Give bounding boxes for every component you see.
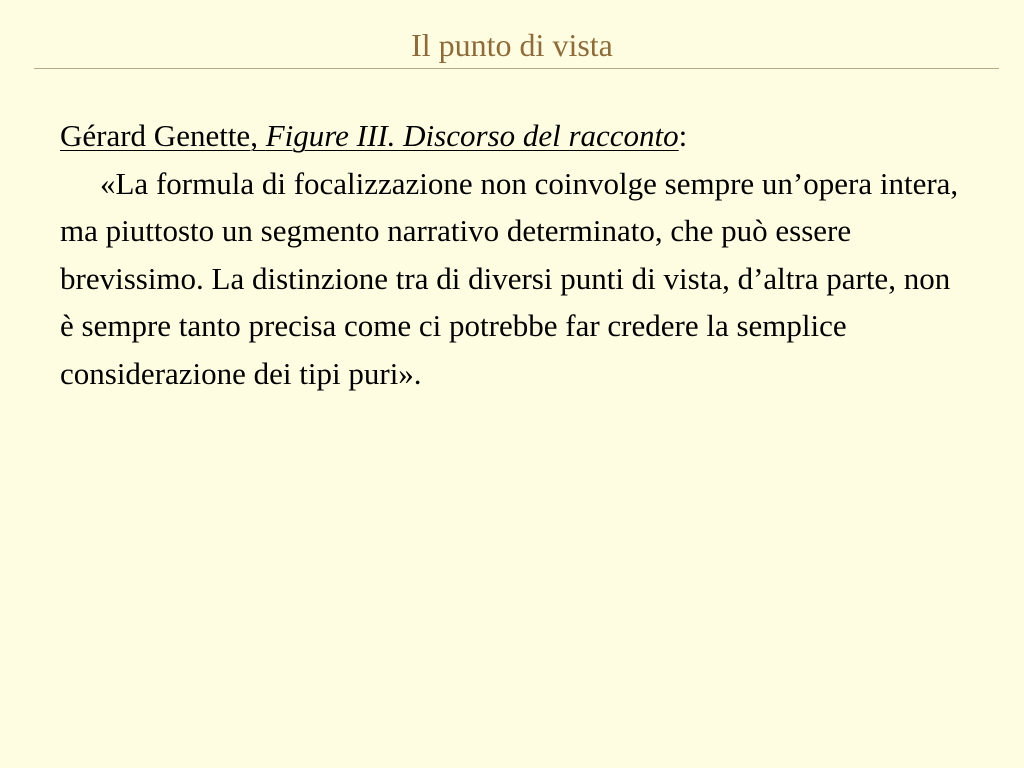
citation-suffix: : <box>678 118 688 153</box>
slide-body <box>60 112 960 397</box>
quote-paragraph: «La formula di focalizzazione non coinvolge sempre un’opera intera, ma piuttosto un segmento narrativo determinato, che può essere brevissimo. La distinzione tra di diversi punti di vista, d’altra parte, non è sempre tanto precisa come ci potrebbe far credere la semplice considerazione dei tipi puri». <box>60 165 959 391</box>
title-divider <box>34 68 999 69</box>
citation-book-title: Figure III. Discorso del racconto <box>265 118 679 153</box>
citation-author: Gérard Genette, <box>60 118 266 153</box>
citation <box>60 112 960 160</box>
slide-title: Il punto di vista <box>411 27 613 63</box>
